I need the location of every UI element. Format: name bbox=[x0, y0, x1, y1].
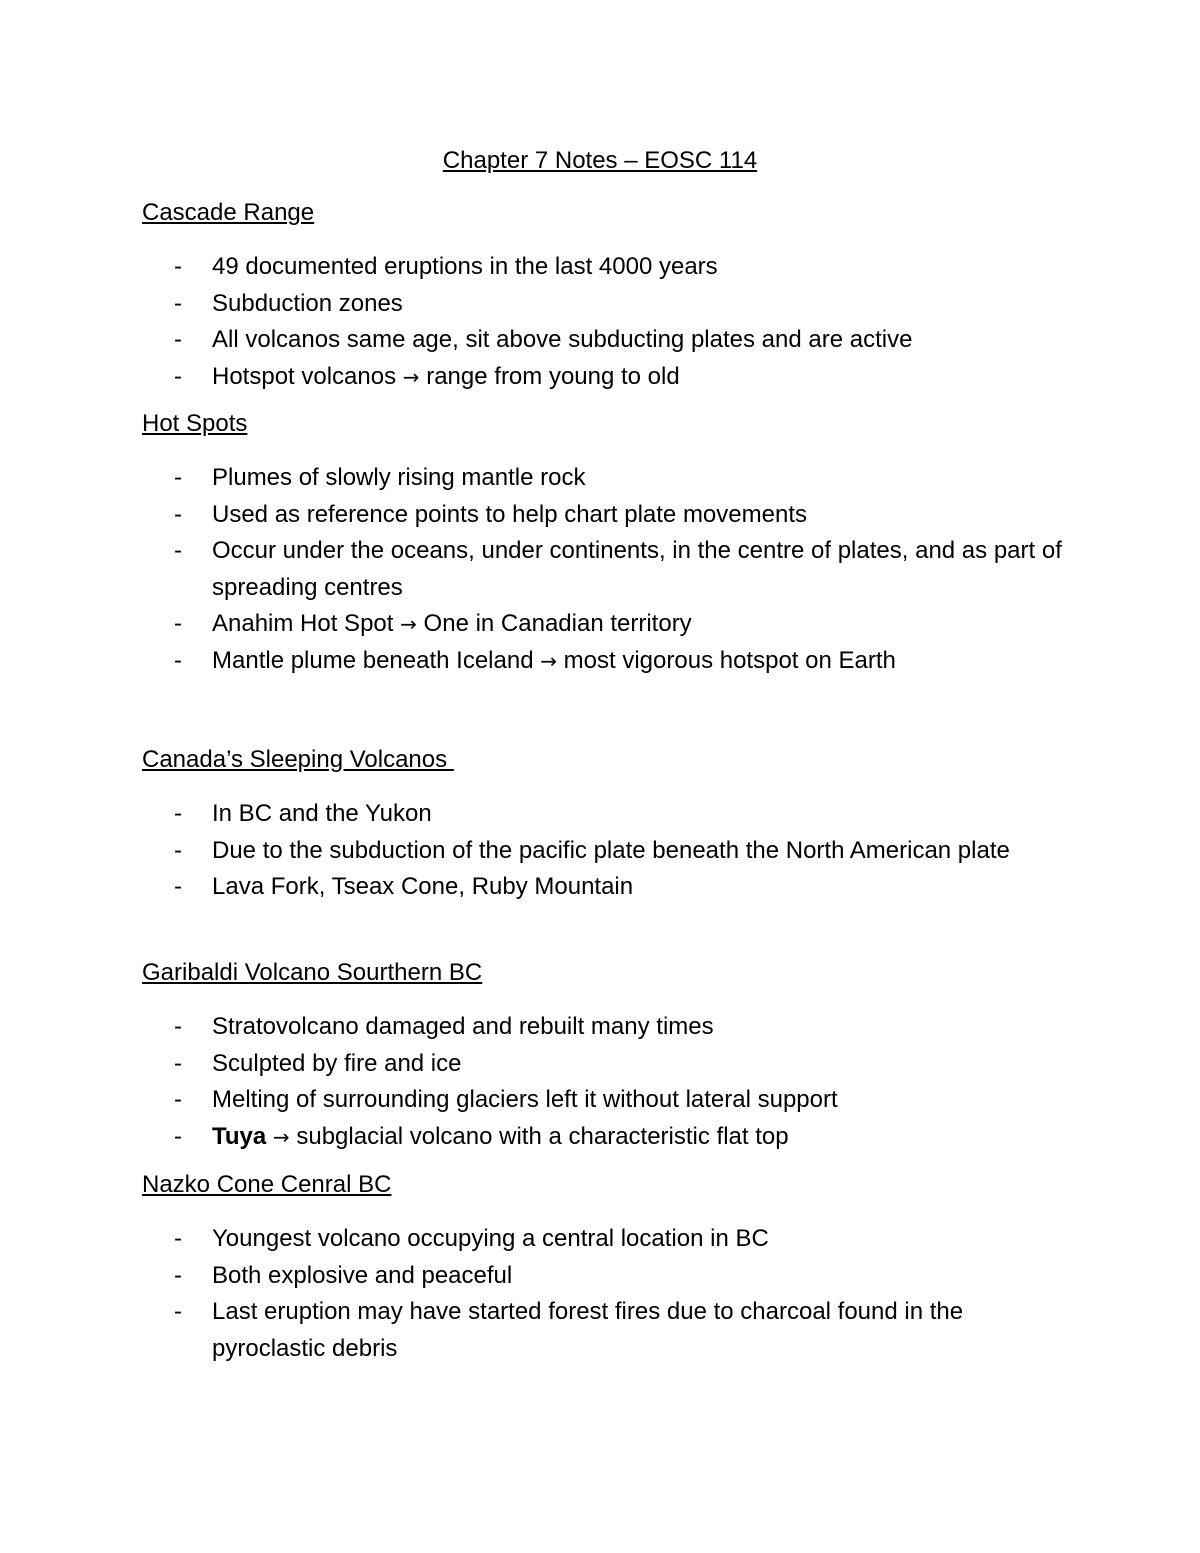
item-text: Stratovolcano damaged and rebuilt many times bbox=[212, 1013, 714, 1040]
list-item bbox=[142, 533, 1062, 606]
right-arrow-icon: → bbox=[402, 364, 420, 389]
item-text: In BC and the Yukon bbox=[212, 800, 432, 827]
list-item bbox=[142, 1221, 1062, 1258]
right-arrow-icon: → bbox=[272, 1124, 290, 1149]
item-text: Melting of surrounding glaciers left it without lateral support bbox=[212, 1086, 838, 1113]
list-item bbox=[142, 359, 1062, 396]
list-item bbox=[142, 322, 1062, 359]
section-cascade-range bbox=[142, 197, 1062, 395]
item-text: Lava Fork, Tseax Cone, Ruby Mountain bbox=[212, 873, 634, 900]
dash-bullet: - bbox=[174, 800, 182, 827]
item-lead: Anahim Hot Spot bbox=[212, 610, 394, 637]
section-heading: Nazko Cone Cenral BC bbox=[142, 1171, 392, 1198]
item-rest: range from young to old bbox=[426, 362, 680, 390]
right-arrow-icon: → bbox=[400, 612, 417, 636]
bullet-list bbox=[142, 1221, 1062, 1367]
list-item bbox=[142, 833, 1062, 870]
dash-bullet: - bbox=[174, 464, 182, 491]
dash-bullet: - bbox=[174, 362, 182, 390]
item-text: Due to the subduction of the pacific plate beneath the North American plate bbox=[212, 836, 1010, 864]
section-heading: Cascade Range bbox=[142, 199, 315, 226]
item-text: All volcanos same age, sit above subducting plates and are active bbox=[212, 326, 913, 353]
list-item bbox=[142, 1119, 1062, 1156]
item-text: Sculpted by fire and ice bbox=[212, 1049, 462, 1077]
bullet-list bbox=[142, 796, 1062, 906]
item-text: Used as reference points to help chart plate movements bbox=[212, 500, 807, 528]
list-item bbox=[142, 1082, 1062, 1119]
bullet-list bbox=[142, 460, 1062, 679]
dash-bullet: - bbox=[174, 326, 182, 353]
dash-bullet: - bbox=[174, 836, 182, 864]
list-item bbox=[142, 249, 1062, 286]
list-item bbox=[142, 869, 1062, 906]
item-text: Youngest volcano occupying a central location in BC bbox=[212, 1225, 769, 1252]
item-rest: One in Canadian territory bbox=[423, 610, 692, 637]
item-text: Last eruption may have started forest fires due to charcoal found in the pyroclastic debris bbox=[212, 1298, 964, 1362]
list-item bbox=[142, 497, 1062, 534]
item-lead: Hotspot volcanos bbox=[212, 362, 397, 390]
item-text: Occur under the oceans, under continents, in the centre of plates, and as part of spreading centres bbox=[212, 537, 1062, 601]
item-text: Plumes of slowly rising mantle rock bbox=[212, 464, 586, 491]
section-nazko-cone bbox=[142, 1169, 1062, 1367]
dash-bullet: - bbox=[174, 873, 182, 900]
dash-bullet: - bbox=[174, 1049, 182, 1077]
dash-bullet: - bbox=[174, 1122, 182, 1150]
page-title: Chapter 7 Notes – EOSC 114 bbox=[442, 147, 758, 174]
section-hot-spots bbox=[142, 408, 1062, 679]
list-item bbox=[142, 796, 1062, 833]
dash-bullet: - bbox=[174, 610, 182, 637]
list-item bbox=[142, 460, 1062, 497]
dash-bullet: - bbox=[174, 1086, 182, 1113]
bullet-list bbox=[142, 249, 1062, 395]
dash-bullet: - bbox=[174, 1013, 182, 1040]
dash-bullet: - bbox=[174, 1261, 182, 1289]
list-item bbox=[142, 286, 1062, 323]
dash-bullet: - bbox=[174, 253, 182, 280]
dash-bullet: - bbox=[174, 500, 182, 528]
item-lead: Mantle plume beneath Iceland bbox=[212, 646, 534, 674]
dash-bullet: - bbox=[174, 1225, 182, 1252]
item-rest: subglacial volcano with a characteristic flat top bbox=[296, 1122, 789, 1150]
section-heading: Garibaldi Volcano Sourthern BC bbox=[142, 959, 483, 986]
list-item bbox=[142, 1258, 1062, 1295]
section-canadas-sleeping-volcanos bbox=[142, 744, 1062, 906]
dash-bullet: - bbox=[174, 537, 182, 564]
list-item bbox=[142, 1046, 1062, 1083]
section-garibaldi-volcano bbox=[142, 957, 1062, 1155]
list-item bbox=[142, 1294, 1062, 1367]
list-item bbox=[142, 606, 1062, 643]
dash-bullet: - bbox=[174, 289, 182, 317]
item-text: 49 documented eruptions in the last 4000 years bbox=[212, 253, 718, 280]
dash-bullet: - bbox=[174, 1298, 182, 1325]
item-text: Subduction zones bbox=[212, 289, 403, 317]
list-item bbox=[142, 1009, 1062, 1046]
item-text: Both explosive and peaceful bbox=[212, 1261, 513, 1289]
list-item bbox=[142, 643, 1062, 680]
item-lead: Tuya bbox=[212, 1122, 267, 1150]
item-rest: most vigorous hotspot on Earth bbox=[563, 646, 896, 674]
right-arrow-icon: → bbox=[540, 648, 557, 673]
section-heading: Canada’s Sleeping Volcanos bbox=[142, 746, 454, 773]
dash-bullet: - bbox=[174, 646, 182, 674]
section-heading: Hot Spots bbox=[142, 410, 248, 437]
bullet-list bbox=[142, 1009, 1062, 1155]
